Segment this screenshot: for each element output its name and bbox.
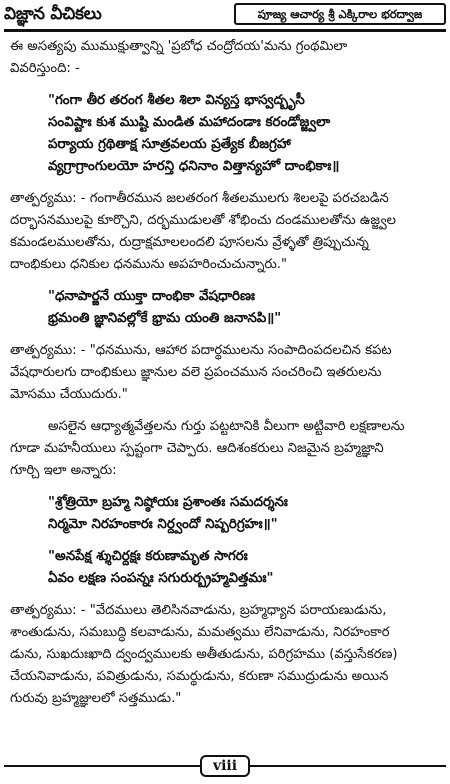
- text-line: ఈ అసత్యపు ముముక్షుత్వాన్ని 'ప్రబోధ చంద్రోదయ'మను గ్రంథమిలా: [10, 39, 348, 54]
- verse-line: "గంగా తీర తరంగ శీతల శిలా విన్యస్త భాస్వద్బృసీ: [48, 93, 305, 108]
- verse-block: [10, 90, 442, 178]
- verse-line: పర్యాయ గ్రథితాక్ష సూత్రవలయ ప్రత్యేక బీజగ్రహా: [48, 137, 291, 152]
- text-line: దాంభికులు ధనికుల ధనమును అపహరించుచున్నారు.": [10, 257, 288, 272]
- verse-line: ఏవం లక్షణ సంపన్నః సగురుర్బ్రహ్మవిత్తమః": [48, 571, 274, 586]
- paragraph: [10, 600, 442, 710]
- text-line: శాంతుడును, సమబుద్ధి కలవాడును, మమత్వము లేనివాడును, నిరహంకార: [10, 625, 390, 640]
- verse-line: సంవిష్టాః కుశ ముష్టి మండిత మహాదండాః కరండోజ్జ్వలా: [48, 115, 331, 130]
- page-number: viii: [200, 755, 250, 777]
- paragraph: [10, 36, 442, 80]
- verse-line: నిర్మమో నిరహంకారః నిర్ద్వందో నిష్పరిగ్రహః॥": [48, 517, 278, 532]
- verse-line: "శ్రోత్రియో బ్రహ్మ నిష్ఠోయః ప్రశాంతః సమదర్శనః: [48, 495, 288, 510]
- text-line: అసలైన ఆధ్యాత్మవేత్తలను గుర్తు పట్టటానికి వీలుగా అట్టివారి లక్షణాలను: [48, 419, 405, 434]
- text-line: తాత్పర్యము: - "వేదములు తెలిసినవాడును, బ్రహ్మధ్యాన పరాయణుడును,: [10, 603, 387, 618]
- running-header: [4, 2, 446, 28]
- text-line: గూర్చి ఇలా అన్నారు:: [10, 463, 117, 478]
- header-rule: [4, 29, 446, 32]
- paragraph: [10, 340, 442, 406]
- verse-block: [10, 492, 442, 536]
- verse-block: [10, 546, 442, 590]
- page-body: [10, 36, 442, 710]
- text-line: కమండలములతోను, రుద్రాక్షమాలలందలి పూసలను వ్రేళ్ళతో త్రిప్పుచున్న: [10, 235, 369, 250]
- verse-line: భ్రమంతి జ్ఞానివల్లోకే భ్రామ యంతి జనానపి॥": [48, 311, 282, 326]
- text-line: గూడా మహనీయులు స్పష్టంగా చెప్పారు. ఆదిశంకరులు నిజమైన బ్రహ్మజ్ఞాని: [10, 441, 384, 456]
- paragraph: [10, 416, 442, 482]
- verse-line: "అనపేక్ష శ్శుచిర్దక్షః కరుణామృత సాగరః: [48, 549, 248, 564]
- text-line: తాత్పర్యము: - "ధనమును, ఆహార పదార్థములను సంపాదింపదలచిన కపట: [10, 343, 392, 358]
- text-line: చేయనివాడును, పవిత్రుడును, సమర్థుడును, కరుణా సముద్రుడును అయిన: [10, 669, 389, 684]
- text-line: తాత్పర్యము: - గంగాతీరమున జలతరంగ శీతలములగు శిలలపై పరచబడిన: [10, 191, 389, 206]
- text-line: వేషధారులగు దాంభికులు జ్ఞానుల వలె ప్రపంచమున సంచరించి ఇతరులను: [10, 365, 382, 380]
- text-line: వివరిస్తుంది: -: [10, 61, 80, 76]
- text-line: డును, సుఖదుఃఖాది ద్వంద్వములకు అతీతుడును, పరిగ్రహము (వస్తుసేకరణ): [10, 647, 398, 662]
- author-box: పూజ్య ఆచార్య శ్రీ ఎక్కిరాల భరద్వాజ: [234, 3, 446, 25]
- text-line: దర్భాసనములపై కూర్చొని, దర్భముడులతో శోభించు దండములతోను ఉజ్జ్వల: [10, 213, 397, 228]
- text-line: మోసము చేయుదురు.": [10, 387, 128, 402]
- book-title: విజ్ఞాన వీచికలు: [4, 4, 102, 24]
- text-line: గురువు బ్రహ్మజ్ఞులలో సత్తముడు.": [10, 691, 182, 706]
- verse-block: [10, 286, 442, 330]
- page-footer: [4, 755, 446, 781]
- verse-line: వ్యగ్రాగ్రాంగులయో హరన్తి ధనినాం విత్తాన్యహో దాంభికాః॥: [48, 159, 340, 174]
- paragraph: [10, 188, 442, 276]
- verse-line: "ధనాపార్జనే యుక్తా దాంభికా వేషధారిణః: [48, 289, 255, 304]
